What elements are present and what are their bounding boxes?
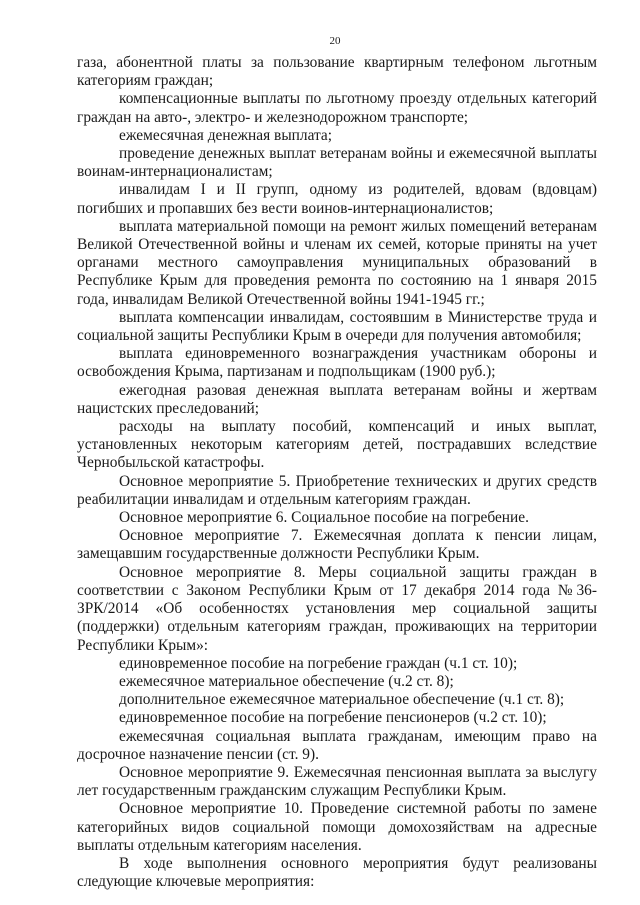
paragraph-gas-telephone: газа, абонентной платы за пользование квартирным телефоном льготным категориям граждан; — [77, 54, 597, 90]
paragraph-measure-6: Основное мероприятие 6. Социальное пособие на погребение. — [119, 509, 529, 527]
paragraph-disabled-groups: инвалидам I и II групп, одному из родителей, вдовам (вдовцам) погибших и пропавших без вести воинов-интернационалистов; — [77, 181, 597, 217]
paragraph-housing-repair-aid: выплата материальной помощи на ремонт жилых помещений ветеранам Великой Отечественной войны и членам их семей, которые приняты на учет органами местного самоуправления муниципальных образований в Республике Крым для проведения ремонта по состоянию на 1 января 2015 года, инвалидам Великой Отечественной войны 1941-1945 гг.; — [77, 217, 597, 308]
paragraph-measure-5: Основное мероприятие 5. Приобретение технических и других средств реабилитации инвалидам и отдельным категориям граждан. — [77, 472, 597, 508]
paragraph-measure-10: Основное мероприятие 10. Проведение системной работы по замене категорийных видов социальной помощи домохозяйствам на адресные выплаты отдельным категориям населения. — [77, 800, 597, 854]
paragraph-early-pension-payment: ежемесячная социальная выплата гражданам, имеющим право на досрочное назначение пенсии (ст. 9). — [77, 727, 597, 763]
paragraph-car-compensation: выплата компенсации инвалидам, состоявшим в Министерстве труда и социальной защиты Республики Крым в очереди для получения автомобиля; — [77, 308, 597, 345]
paragraph-measure-8: Основное мероприятие 8. Меры социальной защиты граждан в соответствии с Законом Республики Крым от 17 декабря 2014 года №36-ЗРК/2014 «Об особенностях установления мер социальной защиты (поддержки) отдельным категориям граждан, проживающих на территории Республики Крым»: — [77, 563, 597, 654]
paragraph-veterans-payments: проведение денежных выплат ветеранам войны и ежемесячной выплаты воинам-интернационалистам; — [77, 145, 597, 181]
paragraph-monthly-payment: ежемесячная денежная выплата; — [119, 126, 333, 144]
paragraph-burial-allowance: единовременное пособие на погребение граждан (ч.1 ст. 10); — [119, 654, 518, 672]
paragraph-additional-material-support: дополнительное ежемесячное материальное обеспечение (ч.1 ст. 8); — [119, 691, 565, 709]
paragraph-annual-payment: ежегодная разовая денежная выплата ветеранам войны и жертвам нацистских преследований; — [77, 381, 597, 417]
document-page — [77, 34, 597, 891]
page-number: 20 — [329, 35, 341, 47]
paragraph-pensioner-burial: единовременное пособие на погребение пенсионеров (ч.2 ст. 10); — [119, 709, 547, 727]
paragraph-travel-compensation: компенсационные выплаты по льготному проезду отдельных категорий граждан на авто-, электро- и железнодорожном транспорте; — [77, 90, 597, 126]
paragraph-chernobyl-children: расходы на выплату пособий, компенсаций и иных выплат, установленных некоторым категориям детей, пострадавших вследствие Чернобыльской катастрофы. — [77, 418, 597, 472]
paragraph-monthly-material-support: ежемесячное материальное обеспечение (ч.2 ст. 8); — [119, 672, 454, 690]
paragraph-measure-7: Основное мероприятие 7. Ежемесячная доплата к пенсии лицам, замещавшим государственные должности Республики Крым. — [77, 527, 597, 563]
paragraph-key-activities: В ходе выполнения основного мероприятия будут реализованы следующие ключевые мероприятия: — [77, 854, 597, 891]
paragraph-measure-9: Основное мероприятие 9. Ежемесячная пенсионная выплата за выслугу лет государственным гражданским служащим Республики Крым. — [77, 763, 597, 800]
paragraph-defense-reward: выплата единовременного вознаграждения участникам обороны и освобождения Крыма, партизанам и подпольщикам (1900 руб.); — [77, 345, 597, 381]
